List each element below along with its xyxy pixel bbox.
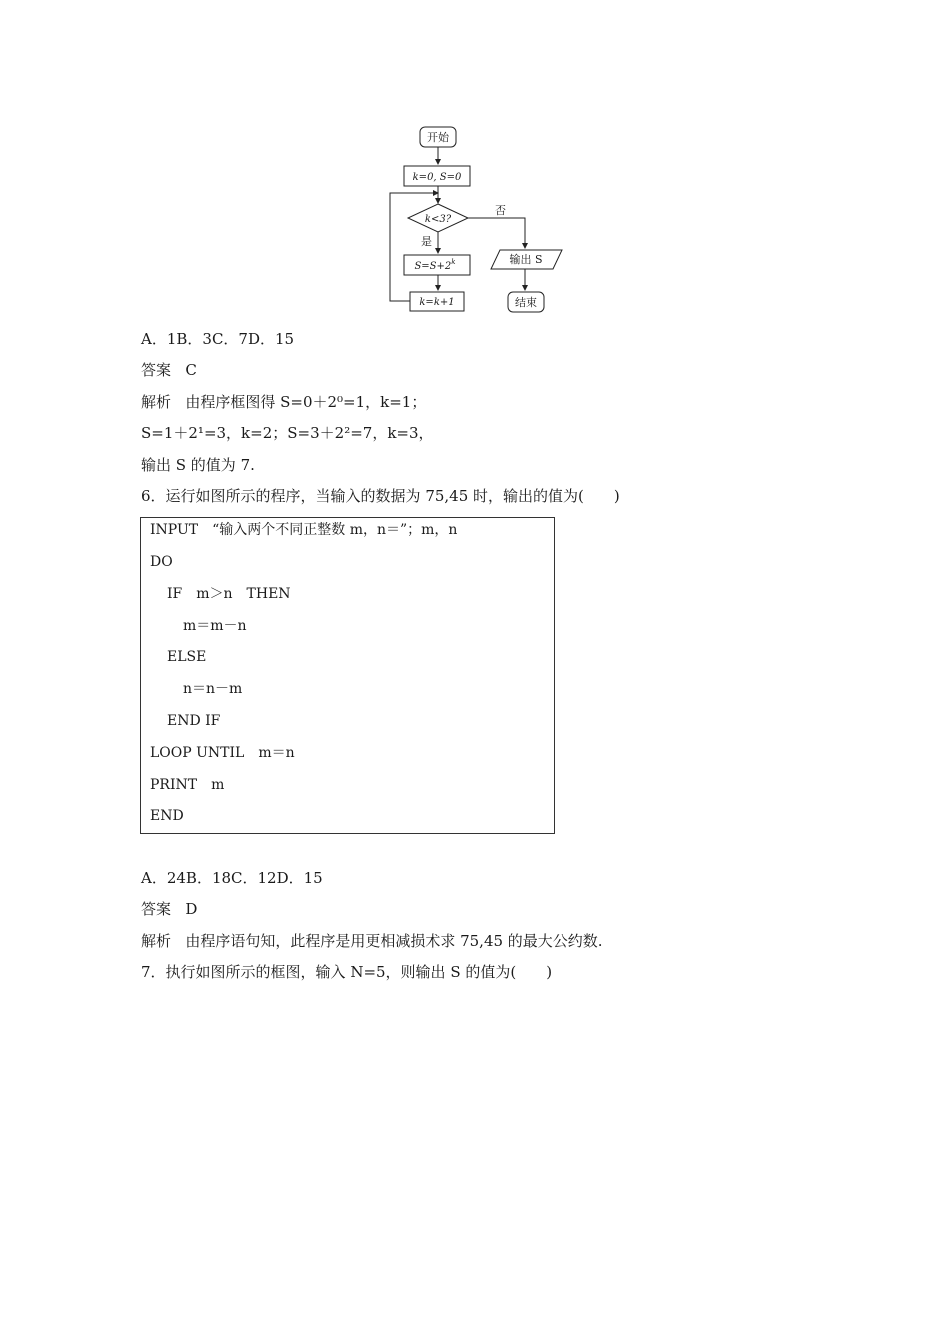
analysis-label: 解析 bbox=[141, 393, 172, 411]
process-label: $S=S+2^k$ bbox=[414, 258, 456, 272]
code-line: END IF bbox=[167, 713, 221, 729]
q5-options: A．1B．3C．7D．15 bbox=[141, 330, 295, 348]
code-line: m＝m－n bbox=[183, 618, 247, 634]
code-line: n＝n－m bbox=[183, 681, 243, 697]
code-line: ELSE bbox=[167, 649, 207, 665]
code-line: PRINT m bbox=[150, 777, 225, 793]
analysis-label: 解析 bbox=[141, 932, 172, 950]
code-line: LOOP UNTIL m＝n bbox=[150, 745, 295, 761]
answer-label: 答案 bbox=[141, 361, 172, 379]
q5-answer bbox=[141, 360, 197, 380]
q7-question: 7．执行如图所示的框图，输入 N=5，则输出 S 的值为( ) bbox=[141, 963, 553, 981]
analysis-text: 由程序语句知，此程序是用更相减损术求 75,45 的最大公约数. bbox=[185, 932, 603, 950]
code-line: INPUT “输入两个不同正整数 m，n＝”；m，n bbox=[150, 522, 458, 538]
answer-label: 答案 bbox=[141, 900, 172, 918]
init-label: k=0, S=0 bbox=[412, 172, 462, 183]
q6-options: A．24B．18C．12D．15 bbox=[141, 869, 323, 887]
q5-analysis-1 bbox=[141, 392, 426, 412]
analysis-text: 由程序框图得 S=0＋2⁰=1，k=1； bbox=[185, 393, 427, 411]
output-label: 输出 S bbox=[509, 253, 543, 266]
answer-value: D bbox=[185, 900, 198, 918]
answer-value: C bbox=[185, 361, 197, 379]
flowchart-diagram bbox=[385, 124, 575, 316]
end-label: 结束 bbox=[515, 296, 537, 309]
no-label: 否 bbox=[495, 204, 506, 217]
code-line: END bbox=[150, 808, 184, 824]
code-box bbox=[140, 517, 555, 834]
code-line: DO bbox=[150, 554, 173, 570]
code-line: IF m＞n THEN bbox=[167, 586, 291, 602]
q6-answer bbox=[141, 899, 197, 919]
condition-label: k<3? bbox=[424, 214, 452, 225]
q6-question: 6．运行如图所示的程序，当输入的数据为 75,45 时，输出的值为( ) bbox=[141, 487, 620, 505]
q6-analysis bbox=[141, 931, 603, 951]
yes-label: 是 bbox=[421, 235, 432, 248]
increment-label: k=k+1 bbox=[419, 297, 455, 308]
q5-analysis-3: 输出 S 的值为 7. bbox=[141, 456, 255, 474]
q5-analysis-2: S=1＋2¹=3，k=2；S=3＋2²=7，k=3， bbox=[141, 424, 434, 442]
start-label: 开始 bbox=[427, 131, 449, 144]
